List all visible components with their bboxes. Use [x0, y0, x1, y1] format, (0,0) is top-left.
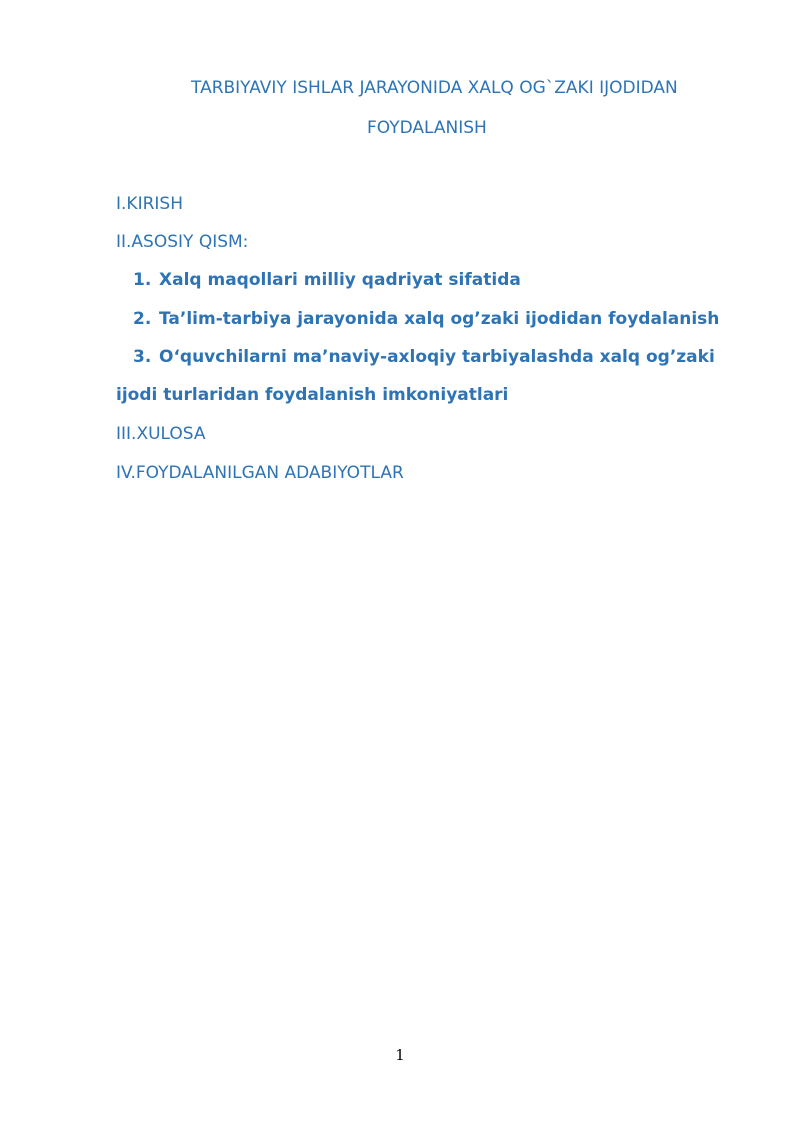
- toc-item-number: 1.: [133, 270, 152, 290]
- toc-item-3: [133, 347, 715, 367]
- toc-item-1: [133, 270, 521, 290]
- toc-item-text: Xalq maqollari milliy qadriyat sifatida: [159, 270, 521, 290]
- toc-item-3-continuation: ijodi turlaridan foydalanish imkoniyatlari: [116, 385, 509, 405]
- document-title-line-2: FOYDALANISH: [367, 118, 487, 138]
- toc-section-conclusion: III.XULOSA: [116, 424, 206, 444]
- toc-section-references: IV.FOYDALANILGAN ADABIYOTLAR: [116, 463, 404, 483]
- document-title-line-1: TARBIYAVIY ISHLAR JARAYONIDA XALQ OG`ZAKI IJODIDAN: [191, 78, 678, 98]
- toc-section-introduction: I.KIRISH: [116, 194, 183, 214]
- toc-section-main-part: II.ASOSIY QISM:: [116, 232, 249, 252]
- toc-item-number: 2.: [133, 309, 152, 329]
- toc-item-2: [133, 309, 719, 329]
- toc-item-number: 3.: [133, 347, 152, 367]
- toc-item-text: Ta’lim-tarbiya jarayonida xalq og’zaki ijodidan foydalanish: [159, 309, 720, 329]
- page-number: 1: [395, 1046, 405, 1064]
- toc-item-text: O‘quvchilarni ma’naviy-axloqiy tarbiyalashda xalq og’zaki: [159, 347, 715, 367]
